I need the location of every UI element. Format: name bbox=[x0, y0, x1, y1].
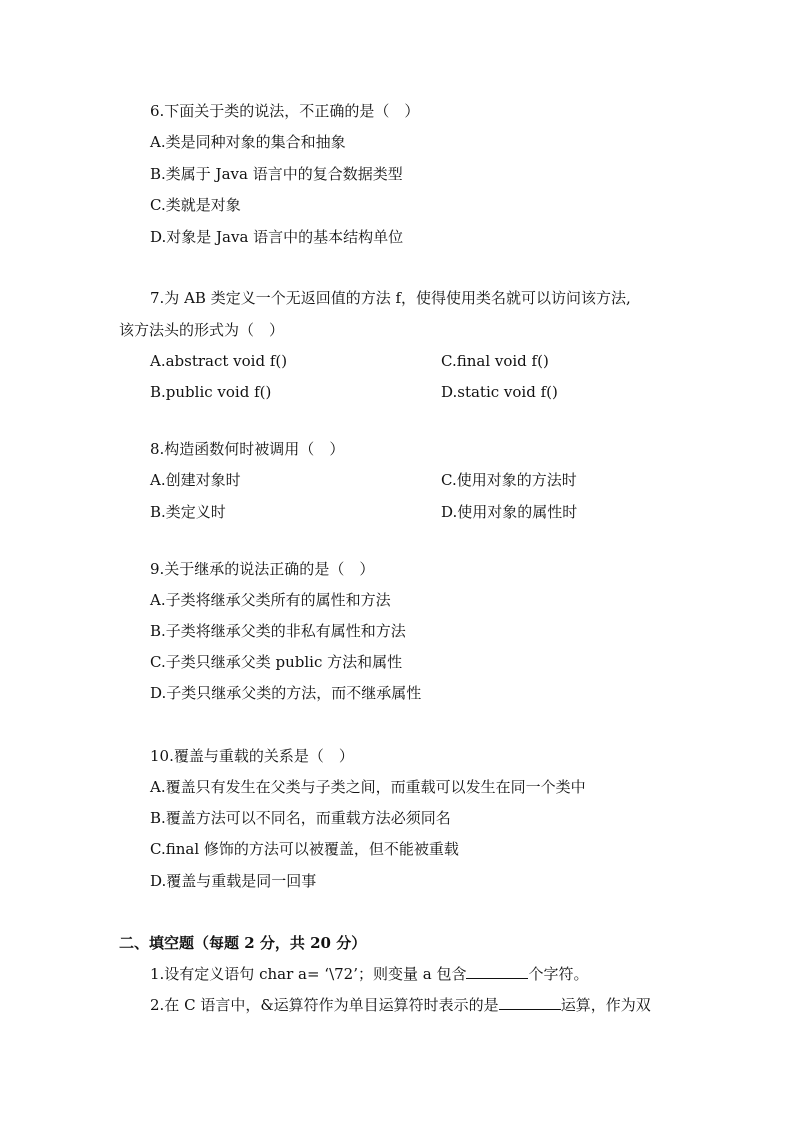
question-7-option-b: B.public void f() bbox=[150, 383, 272, 401]
question-10-stem: 10.覆盖与重载的关系是（ ） bbox=[150, 747, 354, 765]
question-9-option-c: C.子类只继承父类 public 方法和属性 bbox=[150, 653, 403, 671]
question-6-option-d: D.对象是 Java 语言中的基本结构单位 bbox=[150, 228, 404, 246]
question-10-option-d: D.覆盖与重载是同一回事 bbox=[150, 872, 317, 890]
question-6-stem: 6.下面关于类的说法，不正确的是（ ） bbox=[150, 102, 420, 120]
question-10-option-c: C.final 修饰的方法可以被覆盖，但不能被重载 bbox=[150, 840, 459, 858]
fill-question-2-text: 2.在 C 语言中，&运算符作为单目运算符时表示的是 bbox=[150, 996, 499, 1014]
fill-question-2 bbox=[150, 995, 651, 1015]
question-6-option-a: A.类是同种对象的集合和抽象 bbox=[150, 133, 346, 151]
question-9-option-a: A.子类将继承父类所有的属性和方法 bbox=[150, 591, 391, 609]
fill-blank bbox=[466, 964, 528, 979]
question-6-option-b: B.类属于 Java 语言中的复合数据类型 bbox=[150, 165, 403, 183]
fill-blank bbox=[499, 995, 561, 1010]
question-7-option-c: C.final void f() bbox=[441, 352, 549, 370]
question-7-stem: 7.为 AB 类定义一个无返回值的方法 f，使得使用类名就可以访问该方法, bbox=[150, 289, 631, 307]
question-6-option-c: C.类就是对象 bbox=[150, 196, 241, 214]
question-9-option-b: B.子类将继承父类的非私有属性和方法 bbox=[150, 622, 406, 640]
question-9-stem: 9.关于继承的说法正确的是（ ） bbox=[150, 560, 375, 578]
question-8-option-b: B.类定义时 bbox=[150, 503, 226, 521]
question-7-stem-continued: 该方法头的形式为（ ） bbox=[119, 321, 285, 339]
question-8-option-c: C.使用对象的方法时 bbox=[441, 471, 577, 489]
question-10-option-b: B.覆盖方法可以不同名，而重载方法必须同名 bbox=[150, 809, 451, 827]
question-8-option-d: D.使用对象的属性时 bbox=[441, 503, 578, 521]
question-8-stem: 8.构造函数何时被调用（ ） bbox=[150, 440, 345, 458]
fill-question-1 bbox=[150, 964, 588, 984]
question-7-option-d: D.static void f() bbox=[441, 383, 558, 401]
question-7-option-a: A.abstract void f() bbox=[150, 352, 288, 370]
question-8-option-a: A.创建对象时 bbox=[150, 471, 241, 489]
fill-question-1-text: 1.设有定义语句 char a= ‘\72’；则变量 a 包含 bbox=[150, 965, 467, 983]
fill-question-2-suffix: 运算，作为双 bbox=[560, 996, 651, 1014]
fill-question-1-suffix: 个字符。 bbox=[528, 965, 589, 983]
question-9-option-d: D.子类只继承父类的方法，而不继承属性 bbox=[150, 684, 422, 702]
question-10-option-a: A.覆盖只有发生在父类与子类之间，而重载可以发生在同一个类中 bbox=[150, 778, 586, 796]
section-2-heading: 二、填空题（每题 2 分，共 20 分） bbox=[119, 934, 367, 952]
